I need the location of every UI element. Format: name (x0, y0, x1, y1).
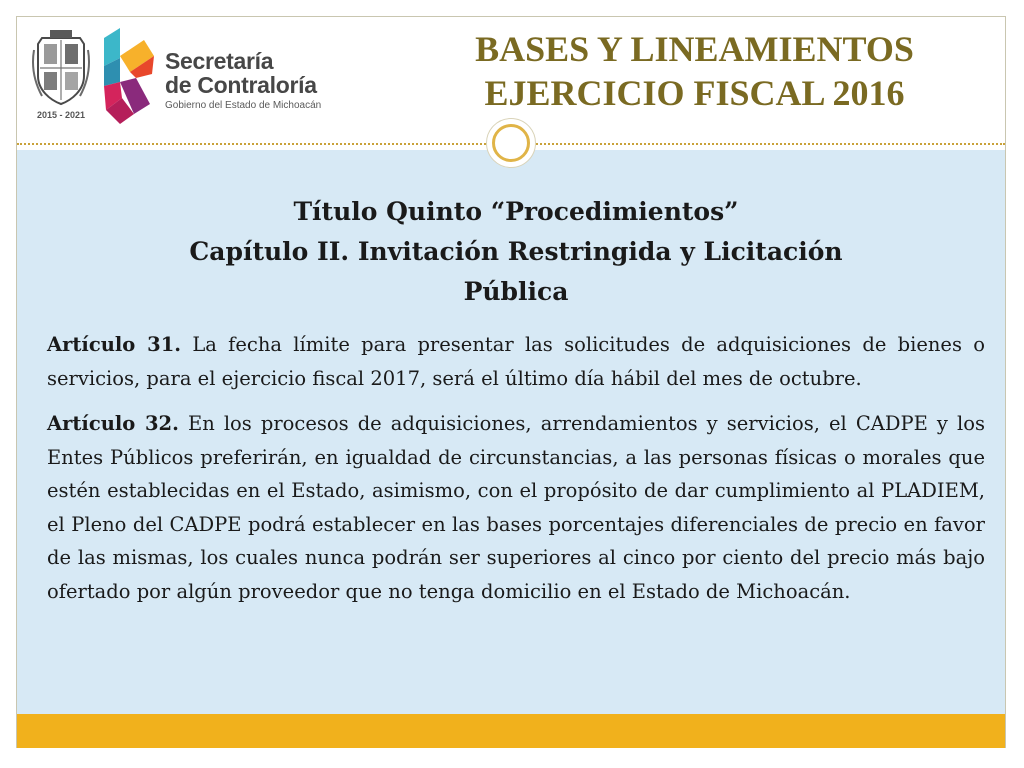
footer-bar (17, 714, 1005, 748)
crest-icon (32, 30, 90, 110)
brand-subtitle: Gobierno del Estado de Michoacán (165, 100, 322, 111)
section-heading (47, 192, 985, 312)
slide-body (47, 192, 985, 620)
brand-name-line1: Secretaría (165, 48, 274, 74)
heading-line1: Título Quinto “Procedimientos” (293, 197, 739, 226)
contraloria-k-logo (100, 26, 156, 126)
heading-line3: Pública (463, 277, 569, 306)
slide-title-line1: BASES Y LINEAMIENTOS (475, 29, 914, 69)
article-32-label: Artículo 32. (47, 412, 179, 435)
state-crest-logo (32, 30, 90, 124)
k-mark-icon (100, 26, 156, 126)
article-31-label: Artículo 31. (47, 333, 182, 356)
article-32-paragraph (47, 407, 985, 608)
divider-ornament (486, 118, 536, 168)
slide-title-line2: EJERCICIO FISCAL 2016 (484, 73, 905, 113)
heading-line2: Capítulo II. Invitación Restringida y Licitación (189, 237, 843, 266)
article-31-paragraph (47, 328, 985, 395)
ring-icon (492, 124, 530, 162)
brand-name-line2: de Contraloría (165, 72, 317, 98)
slide-title (402, 27, 987, 115)
article-32-text: En los procesos de adquisiciones, arrendamientos y servicios, el CADPE y los Entes Públicos preferirán, en igualdad de circunstancias, a las personas físicas o morales que estén establecidas en el Estado, asimismo, con el propósito de dar cumplimiento al PLADIEM, el Pleno del CADPE podrá establecer en las bases porcentajes diferenciales de precio en favor de las mismas, los cuales nunca podrán ser superiores al cinco por ciento del precio más bajo ofertado por algún proveedor que no tenga domicilio en el Estado de Michoacán. (47, 412, 985, 603)
brand-block (165, 49, 395, 111)
article-31-text: La fecha límite para presentar las solicitudes de adquisiciones de bienes o servicios, para el ejercicio fiscal 2017, será el último día hábil del mes de octubre. (47, 333, 985, 390)
crest-years-label: 2015 - 2021 (36, 110, 86, 120)
